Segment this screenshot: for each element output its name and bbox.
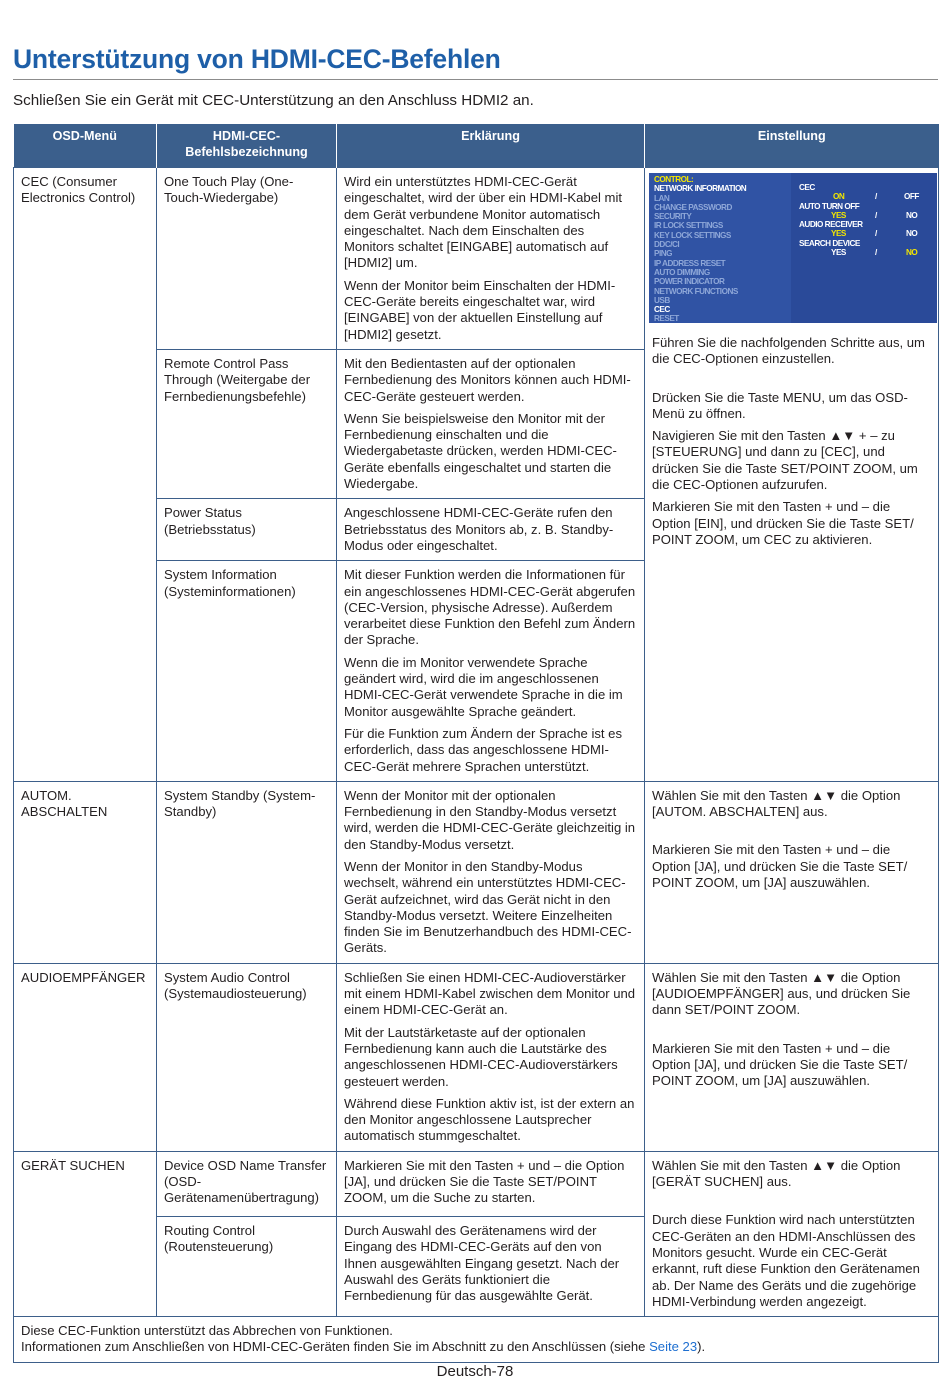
setting-paragraph: Drücken Sie die Taste MENU, um das OSD-Menü zu öffnen. xyxy=(652,389,908,421)
explanation-paragraph: Wenn der Monitor beim Einschalten der HDMI-CEC-Geräte bereits eingeschaltet war, wird [EINGABE] von der aktuellen Einstellung auf [HDMI2] gesetzt. xyxy=(344,277,616,342)
osd-separator: / xyxy=(875,210,877,220)
title-divider xyxy=(13,79,938,80)
setting-paragraph: Wählen Sie mit den Tasten ▲▼ die Option [AUDIOEMPFÄNGER] aus, und drücken Sie dann SET/POINT ZOOM. xyxy=(652,969,911,1018)
page-title: Unterstützung von HDMI-CEC-Befehlen xyxy=(13,44,501,74)
setting-paragraph: Markieren Sie mit den Tasten + und – die Option [JA], und drücken Sie die Taste SET/ POINT ZOOM, um [JA] auszuwählen. xyxy=(652,842,908,890)
header-osd-menu: OSD-Menü xyxy=(14,124,157,168)
header-command-line2: Befehlsbezeichnung xyxy=(185,144,308,159)
header-setting: Einstellung xyxy=(645,124,939,168)
osd-menu-item: CONTROL: xyxy=(654,175,694,184)
explanation-cell xyxy=(337,963,645,1151)
explanation-paragraph: Schließen Sie einen HDMI-CEC-Audioverstärker mit einem HDMI-Kabel zwischen dem Monitor und einem HDMI-CEC-Gerät an. xyxy=(344,969,636,1018)
setting-paragraph: Navigieren Sie mit den Tasten ▲▼ + – zu [STEUERUNG] und dann zu [CEC], und drücken Sie die Taste SET/POINT ZOOM, um die CEC-Optionen aufzurufen. xyxy=(652,428,918,493)
setting-paragraph: Markieren Sie mit den Tasten + und – die Option [JA], und drücken Sie die Taste SET/ POINT ZOOM, um [JA] auszuwählen. xyxy=(652,1040,908,1089)
explanation-cell xyxy=(337,168,645,350)
explanation-paragraph: Für die Funktion zum Ändern der Sprache ist es erforderlich, dass das angeschlossene HDMI-CEC-Gerät mehrere Sprachen unterstützt. xyxy=(344,725,623,774)
header-command xyxy=(157,124,337,168)
explanation-cell xyxy=(337,561,645,782)
osd-search-yes: YES xyxy=(831,248,846,258)
footer-reference xyxy=(21,1339,931,1355)
osd-audio-receiver-label: AUDIO RECEIVER xyxy=(799,220,863,230)
explanation-paragraph: Mit dieser Funktion werden die Informationen für ein angeschlossenes HDMI-CEC-Gerät abgerufen (CEC-Version, physische Adresse). Außerdem verarbeitet diese Funktion den Befehl zum Ändern der Sprache. xyxy=(344,567,636,648)
osd-separator: / xyxy=(875,229,877,239)
setting-cell-cec xyxy=(645,168,939,782)
menu-cell-auto-off: AUTOM. ABSCHALTEN xyxy=(14,781,157,963)
osd-separator: / xyxy=(875,248,877,258)
osd-menu-item: SECURITY xyxy=(654,212,692,222)
table-header-row xyxy=(14,124,939,168)
setting-paragraph: Wählen Sie mit den Tasten ▲▼ die Option [GERÄT SUCHEN] aus. xyxy=(652,1157,901,1190)
menu-cell-audio: AUDIOEMPFÄNGER xyxy=(14,963,157,1151)
osd-menu-item: LAN xyxy=(654,193,670,203)
explanation-paragraph: Wenn der Monitor mit der optionalen Fernbedienung in den Standby-Modus versetzt wird, werden die HDMI-CEC-Geräte gleichzeitig in den Standby-Modus versetzt. xyxy=(344,787,636,852)
osd-menu-item: USB xyxy=(654,295,670,305)
command-cell: Routing Control (Routensteuerung) xyxy=(157,1217,337,1317)
osd-auto-no: NO xyxy=(906,210,918,220)
explanation-paragraph: Markieren Sie mit den Tasten + und – die Option [JA], und drücken Sie die Taste SET/POINT ZOOM, um die Suche zu starten. xyxy=(344,1157,625,1206)
page-23-link[interactable]: Seite 23 xyxy=(649,1339,698,1355)
command-cell: Remote Control Pass Through (Weitergabe der Fernbedienungsbefehle) xyxy=(157,349,337,498)
intro-text: Schließen Sie ein Gerät mit CEC-Unterstützung an den Anschluss HDMI2 an. xyxy=(13,92,534,109)
explanation-cell xyxy=(337,1151,645,1216)
osd-audio-no: NO xyxy=(906,229,918,239)
osd-menu-item: CHANGE PASSWORD xyxy=(654,202,732,212)
footer-cell xyxy=(14,1317,939,1363)
header-command-line1: HDMI-CEC- xyxy=(212,129,281,143)
explanation-cell xyxy=(337,349,645,498)
setting-paragraph: Wählen Sie mit den Tasten ▲▼ die Option [AUTOM. ABSCHALTEN] aus. xyxy=(652,787,901,820)
setting-paragraph: Markieren Sie mit den Tasten + und – die Option [EIN], und drücken Sie die Taste SET/ POINT ZOOM, um CEC zu aktivieren. xyxy=(652,499,914,547)
osd-cec-on: ON xyxy=(833,192,845,202)
osd-menu-item-selected: CEC xyxy=(654,305,670,315)
osd-menu-item: POWER INDICATOR xyxy=(654,277,725,287)
osd-menu-list xyxy=(649,173,791,323)
osd-menu-item: IP ADDRESS RESET xyxy=(654,258,726,268)
osd-menu-item: IR LOCK SETTINGS xyxy=(654,221,723,231)
table-row xyxy=(14,168,939,350)
osd-audio-yes: YES xyxy=(831,229,846,239)
command-cell: One Touch Play (One-Touch-Wiedergabe) xyxy=(157,168,337,350)
menu-cell-search: GERÄT SUCHEN xyxy=(14,1151,157,1316)
table-footer-row xyxy=(14,1317,939,1363)
osd-menu-item: AUTO DIMMING xyxy=(654,267,710,277)
osd-cec-label: CEC xyxy=(799,183,815,192)
osd-auto-turn-off-label: AUTO TURN OFF xyxy=(799,201,860,211)
table-row xyxy=(14,963,939,1151)
table-row xyxy=(14,1151,939,1216)
explanation-paragraph: Wenn Sie beispielsweise den Monitor mit der Fernbedienung einschalten und die Wiedergabetaste drücken, werden HDMI-CEC-Geräte ebenfalls eingeschaltet und starten die Wiedergabe. xyxy=(344,410,617,492)
osd-menu-item: DDC/CI xyxy=(654,240,680,250)
osd-cec-options xyxy=(799,183,935,257)
command-cell: System Standby (System-Standby) xyxy=(157,781,337,963)
osd-separator: / xyxy=(875,192,877,202)
explanation-cell xyxy=(337,1217,645,1317)
page-number: Deutsch-78 xyxy=(436,1363,514,1380)
osd-menu-item: NETWORK FUNCTIONS xyxy=(654,286,738,296)
explanation-paragraph: Durch Auswahl des Gerätenamens wird der Eingang des HDMI-CEC-Geräts auf den von Ihnen ausgewählten Eingang gesetzt. Nach der Auswahl des Geräts funktioniert die Fernbedienung für das ausgewählte Gerät. xyxy=(344,1223,620,1304)
explanation-paragraph: Mit der Lautstärketaste auf der optionalen Fernbedienung kann auch die Lautstärke des angeschlossenen HDMI-CEC-Audioverstärkers gesteuert werden. xyxy=(344,1024,618,1089)
explanation-paragraph: Mit den Bedientasten auf der optionalen Fernbedienung des Monitors können auch HDMI-CEC-Geräte gesteuert werden. xyxy=(344,355,631,404)
osd-menu-item: KEY LOCK SETTINGS xyxy=(654,230,731,240)
osd-screenshot xyxy=(649,173,937,323)
osd-search-no: NO xyxy=(906,248,918,258)
osd-search-device-label: SEARCH DEVICE xyxy=(799,238,860,248)
explanation-cell xyxy=(337,499,645,561)
setting-cell-audio xyxy=(645,963,939,1151)
osd-auto-yes: YES xyxy=(831,210,846,220)
command-cell: System Information (Systeminformationen) xyxy=(157,561,337,782)
osd-cec-off: OFF xyxy=(904,192,919,202)
footer-reference-end: ). xyxy=(697,1339,706,1355)
setting-cell-auto-off xyxy=(645,781,939,963)
setting-cell-search xyxy=(645,1151,939,1316)
header-explanation: Erklärung xyxy=(337,124,645,168)
explanation-paragraph: Während diese Funktion aktiv ist, ist der extern an den Monitor angeschlossene Lautsprecher automatisch stummgeschaltet. xyxy=(344,1095,635,1144)
command-cell: Power Status (Betriebsstatus) xyxy=(157,499,337,561)
command-cell: System Audio Control (Systemaudiosteuerung) xyxy=(157,963,337,1151)
explanation-paragraph: Wenn der Monitor in den Standby-Modus wechselt, während ein unterstütztes HDMI-CEC-Gerät aufzeichnet, wird das Gerät nicht in den Standby-Modus versetzt. Weitere Einzelheiten finden Sie im Benutzerhandbuch des HDMI-CEC-Geräts. xyxy=(344,858,632,956)
command-cell: Device OSD Name Transfer (OSD-Gerätenamenübertragung) xyxy=(157,1151,337,1216)
footer-note: Diese CEC-Funktion unterstützt das Abbrechen von Funktionen. xyxy=(21,1323,393,1339)
osd-menu-item: NETWORK INFORMATION xyxy=(654,184,747,194)
explanation-paragraph: Angeschlossene HDMI-CEC-Geräte rufen den Betriebsstatus des Monitors ab, z. B. Standby-Modus oder eingeschaltet. xyxy=(344,505,614,553)
setting-paragraph: Führen Sie die nachfolgenden Schritte aus, um die CEC-Optionen einzustellen. xyxy=(652,335,925,367)
explanation-paragraph: Wird ein unterstütztes HDMI-CEC-Gerät eingeschaltet, wird der über ein HDMI-Kabel mit dem Gerät verbundene Monitor automatisch eingeschaltet. Nach dem Einschalten des Monitors schaltet [EINGABE] automatisch auf [HDMI2] um. xyxy=(344,174,622,271)
menu-cell-cec: CEC (Consumer Electronics Control) xyxy=(14,168,157,782)
osd-menu-item: RESET xyxy=(654,314,679,323)
osd-menu-item: PING xyxy=(654,249,673,259)
setting-paragraph: Durch diese Funktion wird nach unterstützten CEC-Geräten an den HDMI-Anschlüssen des Monitors gesucht. Wurde ein CEC-Gerät erkannt, ruft diese Funktion den Gerätenamen ab. Der Name des Geräts und die zugehörige HDMI-Verbindung werden angezeigt. xyxy=(652,1212,920,1309)
footer-reference-text: Informationen zum Anschließen von HDMI-CEC-Geräten finden Sie im Abschnitt zu den Anschlüssen (siehe xyxy=(21,1339,650,1355)
explanation-cell xyxy=(337,781,645,963)
explanation-paragraph: Wenn die im Monitor verwendete Sprache geändert wird, wird die im angeschlossenen HDMI-CEC-Gerät verwendete Sprache in die im Monitor ausgewählte Sprache geändert. xyxy=(344,654,623,719)
cec-command-table xyxy=(13,124,939,1363)
table-row xyxy=(14,781,939,963)
